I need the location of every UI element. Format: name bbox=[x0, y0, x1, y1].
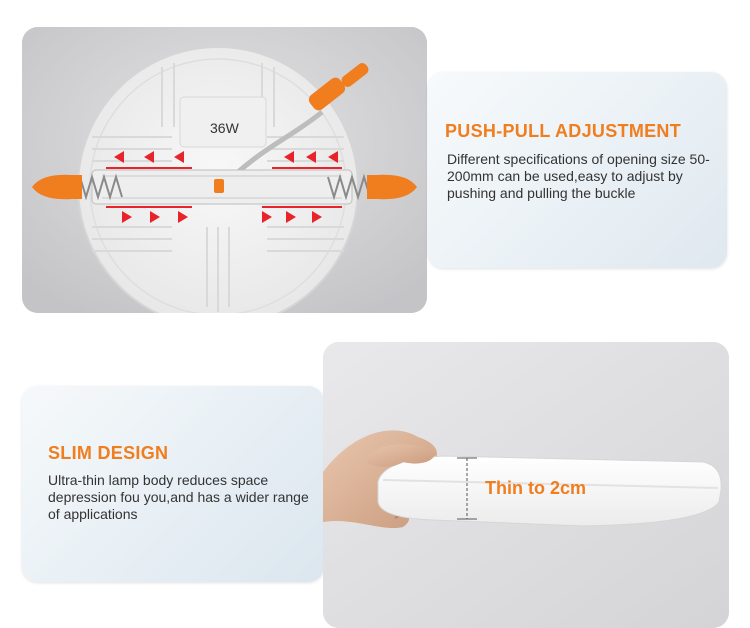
slim-design-description: Ultra-thin lamp body reduces space depression fou you,and has a wider range of applications bbox=[48, 472, 309, 522]
wattage-label: 36W bbox=[210, 120, 239, 136]
push-pull-feature-card bbox=[428, 72, 727, 268]
slim-design-title: SLIM DESIGN bbox=[48, 443, 169, 463]
thickness-label: Thin to 2cm bbox=[485, 478, 587, 498]
push-pull-description: Different specifications of opening size 50-200mm can be used,easy to adjust by pushing and pulling the buckle bbox=[447, 151, 710, 201]
panel-back-illustration bbox=[22, 27, 427, 313]
slim-design-feature-card bbox=[22, 386, 324, 582]
push-pull-photo bbox=[22, 27, 427, 313]
push-pull-title: PUSH-PULL ADJUSTMENT bbox=[445, 121, 682, 141]
